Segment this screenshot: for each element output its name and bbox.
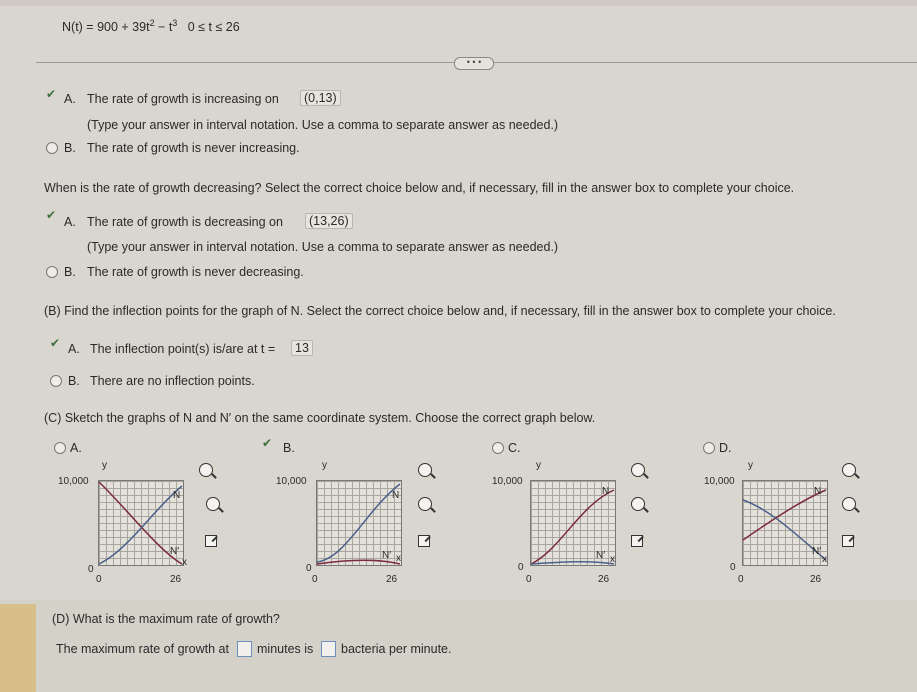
graph-b[interactable]: y 10,000 N N′ x 0 0 26 — [276, 460, 401, 585]
selected-check-icon: ✔ — [262, 436, 273, 450]
top-edge — [0, 0, 917, 6]
inflection-answer-box[interactable]: 13 — [291, 340, 313, 356]
increasing-hint: (Type your answer in interval notation. Use a comma to separate answer as needed.) — [87, 118, 559, 132]
decreasing-option-b-text[interactable]: The rate of growth is never decreasing. — [87, 265, 304, 279]
zoom-in-icon[interactable] — [199, 463, 213, 477]
decreasing-hint: (Type your answer in interval notation. Use a comma to separate answer as needed.) — [87, 240, 559, 254]
increasing-option-b-radio[interactable] — [46, 142, 58, 154]
minutes-answer-box[interactable] — [237, 641, 252, 657]
option-letter: A. — [68, 342, 80, 356]
popout-icon[interactable] — [631, 535, 643, 547]
max-rate-part2: minutes is — [257, 642, 314, 656]
expand-more-button[interactable]: • • • — [454, 57, 494, 70]
zoom-out-icon[interactable] — [631, 497, 645, 511]
graph-d[interactable]: y 10,000 N N′ x 0 0 26 — [704, 460, 827, 585]
function-formula: $N(t) = 900 + 39t^2 - t^3$ 0 ≤ t ≤ 26 — [62, 18, 240, 35]
zoom-in-icon[interactable] — [418, 463, 432, 477]
popout-icon[interactable] — [205, 535, 217, 547]
selected-check-icon: ✔ — [46, 87, 57, 101]
increasing-option-b-text[interactable]: The rate of growth is never increasing. — [87, 141, 300, 155]
zoom-out-icon[interactable] — [206, 497, 220, 511]
graph-a[interactable]: y 10,000 N N′ x 0 0 26 — [58, 460, 187, 585]
max-rate-part1: The maximum rate of growth at — [56, 642, 229, 656]
max-rate-part3: bacteria per minute. — [341, 642, 452, 656]
decreasing-option-a-text[interactable]: The rate of growth is decreasing on — [87, 215, 283, 229]
selected-check-icon: ✔ — [46, 208, 57, 222]
popout-icon[interactable] — [842, 535, 854, 547]
zoom-out-icon[interactable] — [418, 497, 432, 511]
option-letter: B. — [64, 141, 76, 155]
option-letter: C. — [508, 441, 521, 455]
zoom-out-icon[interactable] — [842, 497, 856, 511]
graph-option-d-radio[interactable] — [703, 442, 715, 454]
inflection-option-a-text[interactable]: The inflection point(s) is/are at t = — [90, 342, 276, 356]
option-letter: D. — [719, 441, 732, 455]
inflection-prompt: (B) Find the inflection points for the graph of N. Select the correct choice below and, if necessary, fill in the answer box to complete your choice. — [44, 304, 836, 318]
inflection-option-b-radio[interactable] — [50, 375, 62, 387]
option-letter: A. — [64, 92, 76, 106]
increasing-answer-box[interactable]: (0,13) — [300, 90, 341, 106]
decreasing-option-b-radio[interactable] — [46, 266, 58, 278]
option-letter: B. — [64, 265, 76, 279]
graph-option-a-radio[interactable] — [54, 442, 66, 454]
selected-check-icon: ✔ — [50, 336, 61, 350]
graph-option-c-radio[interactable] — [492, 442, 504, 454]
side-tab — [0, 604, 36, 692]
option-letter: A. — [70, 441, 82, 455]
decreasing-answer-box[interactable]: (13,26) — [305, 213, 353, 229]
popout-icon[interactable] — [418, 535, 430, 547]
option-letter: B. — [283, 441, 295, 455]
bacteria-answer-box[interactable] — [321, 641, 336, 657]
option-letter: A. — [64, 215, 76, 229]
option-letter: B. — [68, 374, 80, 388]
zoom-in-icon[interactable] — [631, 463, 645, 477]
increasing-option-a-text[interactable]: The rate of growth is increasing on — [87, 92, 279, 106]
inflection-option-b-text[interactable]: There are no inflection points. — [90, 374, 255, 388]
graph-c[interactable]: y 10,000 N N′ x 0 0 26 — [492, 460, 615, 585]
graph-prompt: (C) Sketch the graphs of N and N′ on the same coordinate system. Choose the correct graph below. — [44, 411, 596, 425]
zoom-in-icon[interactable] — [842, 463, 856, 477]
max-rate-prompt: (D) What is the maximum rate of growth? — [52, 612, 280, 626]
decreasing-prompt: When is the rate of growth decreasing? Select the correct choice below and, if necessary, fill in the answer box to complete your choice. — [44, 181, 795, 195]
